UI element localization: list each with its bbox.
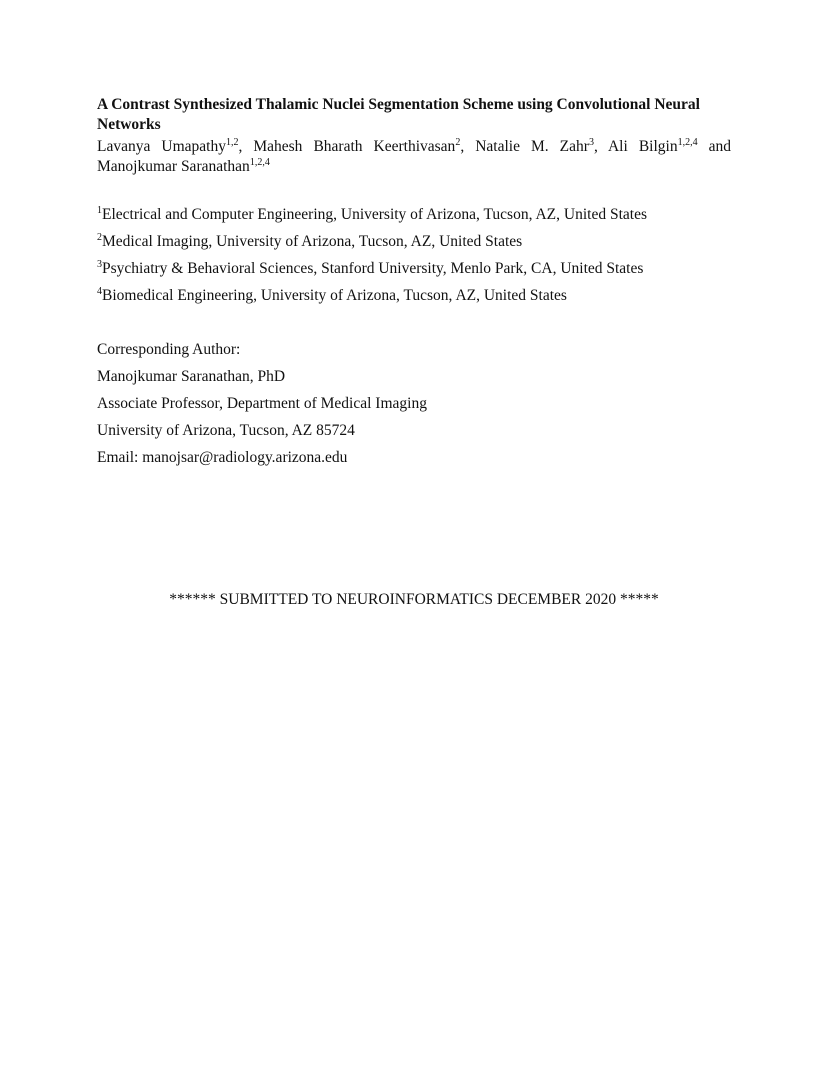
corresponding-email: Email: manojsar@radiology.arizona.edu [97, 449, 348, 466]
affiliation: $^3$Psychiatry & Behavioral Sciences, Stanford University, Menlo Park, CA, United States [97, 258, 644, 277]
author: Lavanya Umapathy$^{1,2}$, [97, 136, 254, 155]
author-affiliation-marker: 1,2 [225, 136, 239, 148]
author-list [97, 137, 731, 177]
corresponding-position: Associate Professor, Department of Medical Imaging [97, 395, 427, 412]
submission-note: ****** SUBMITTED TO NEUROINFORMATICS DECEMBER 2020 ***** [169, 591, 659, 608]
corresponding-address: University of Arizona, Tucson, AZ 85724 [97, 422, 355, 439]
paper-title: A Contrast Synthesized Thalamic Nuclei Segmentation Scheme using Convolutional Neural Networks [97, 96, 700, 133]
author-affiliation-marker: 1,2,4 [249, 156, 270, 168]
corresponding-author-block [97, 336, 731, 471]
affiliation-number: 1 [97, 204, 102, 216]
affiliation: $^4$Biomedical Engineering, University of Arizona, Tucson, AZ, United States [97, 285, 567, 304]
author: Mahesh Bharath Keerthivasan$^2$, [253, 136, 476, 155]
author: Natalie M. Zahr$^3$, [475, 136, 608, 155]
author-affiliation-marker: 1,2,4 [677, 136, 698, 148]
affiliation-list [97, 201, 731, 309]
author: Ali Bilgin$^{1,2,4}$ and [607, 136, 731, 155]
author-affiliation-marker: 2 [455, 136, 461, 148]
affiliation: $^1$Electrical and Computer Engineering, University of Arizona, Tucson, AZ, United States [97, 204, 647, 223]
corresponding-heading: Corresponding Author: [97, 341, 241, 358]
author-affiliation-marker: 3 [588, 136, 594, 148]
corresponding-name: Manojkumar Saranathan, PhD [97, 368, 286, 385]
affiliation-number: 2 [97, 231, 102, 243]
affiliation-number: 4 [97, 285, 102, 297]
affiliation: $^2$Medical Imaging, University of Arizona, Tucson, AZ, United States [97, 231, 523, 250]
author: Manojkumar Saranathan$^{1,2,4}$ [97, 156, 270, 175]
affiliation-number: 3 [97, 258, 102, 270]
paper-title-page [97, 95, 731, 471]
